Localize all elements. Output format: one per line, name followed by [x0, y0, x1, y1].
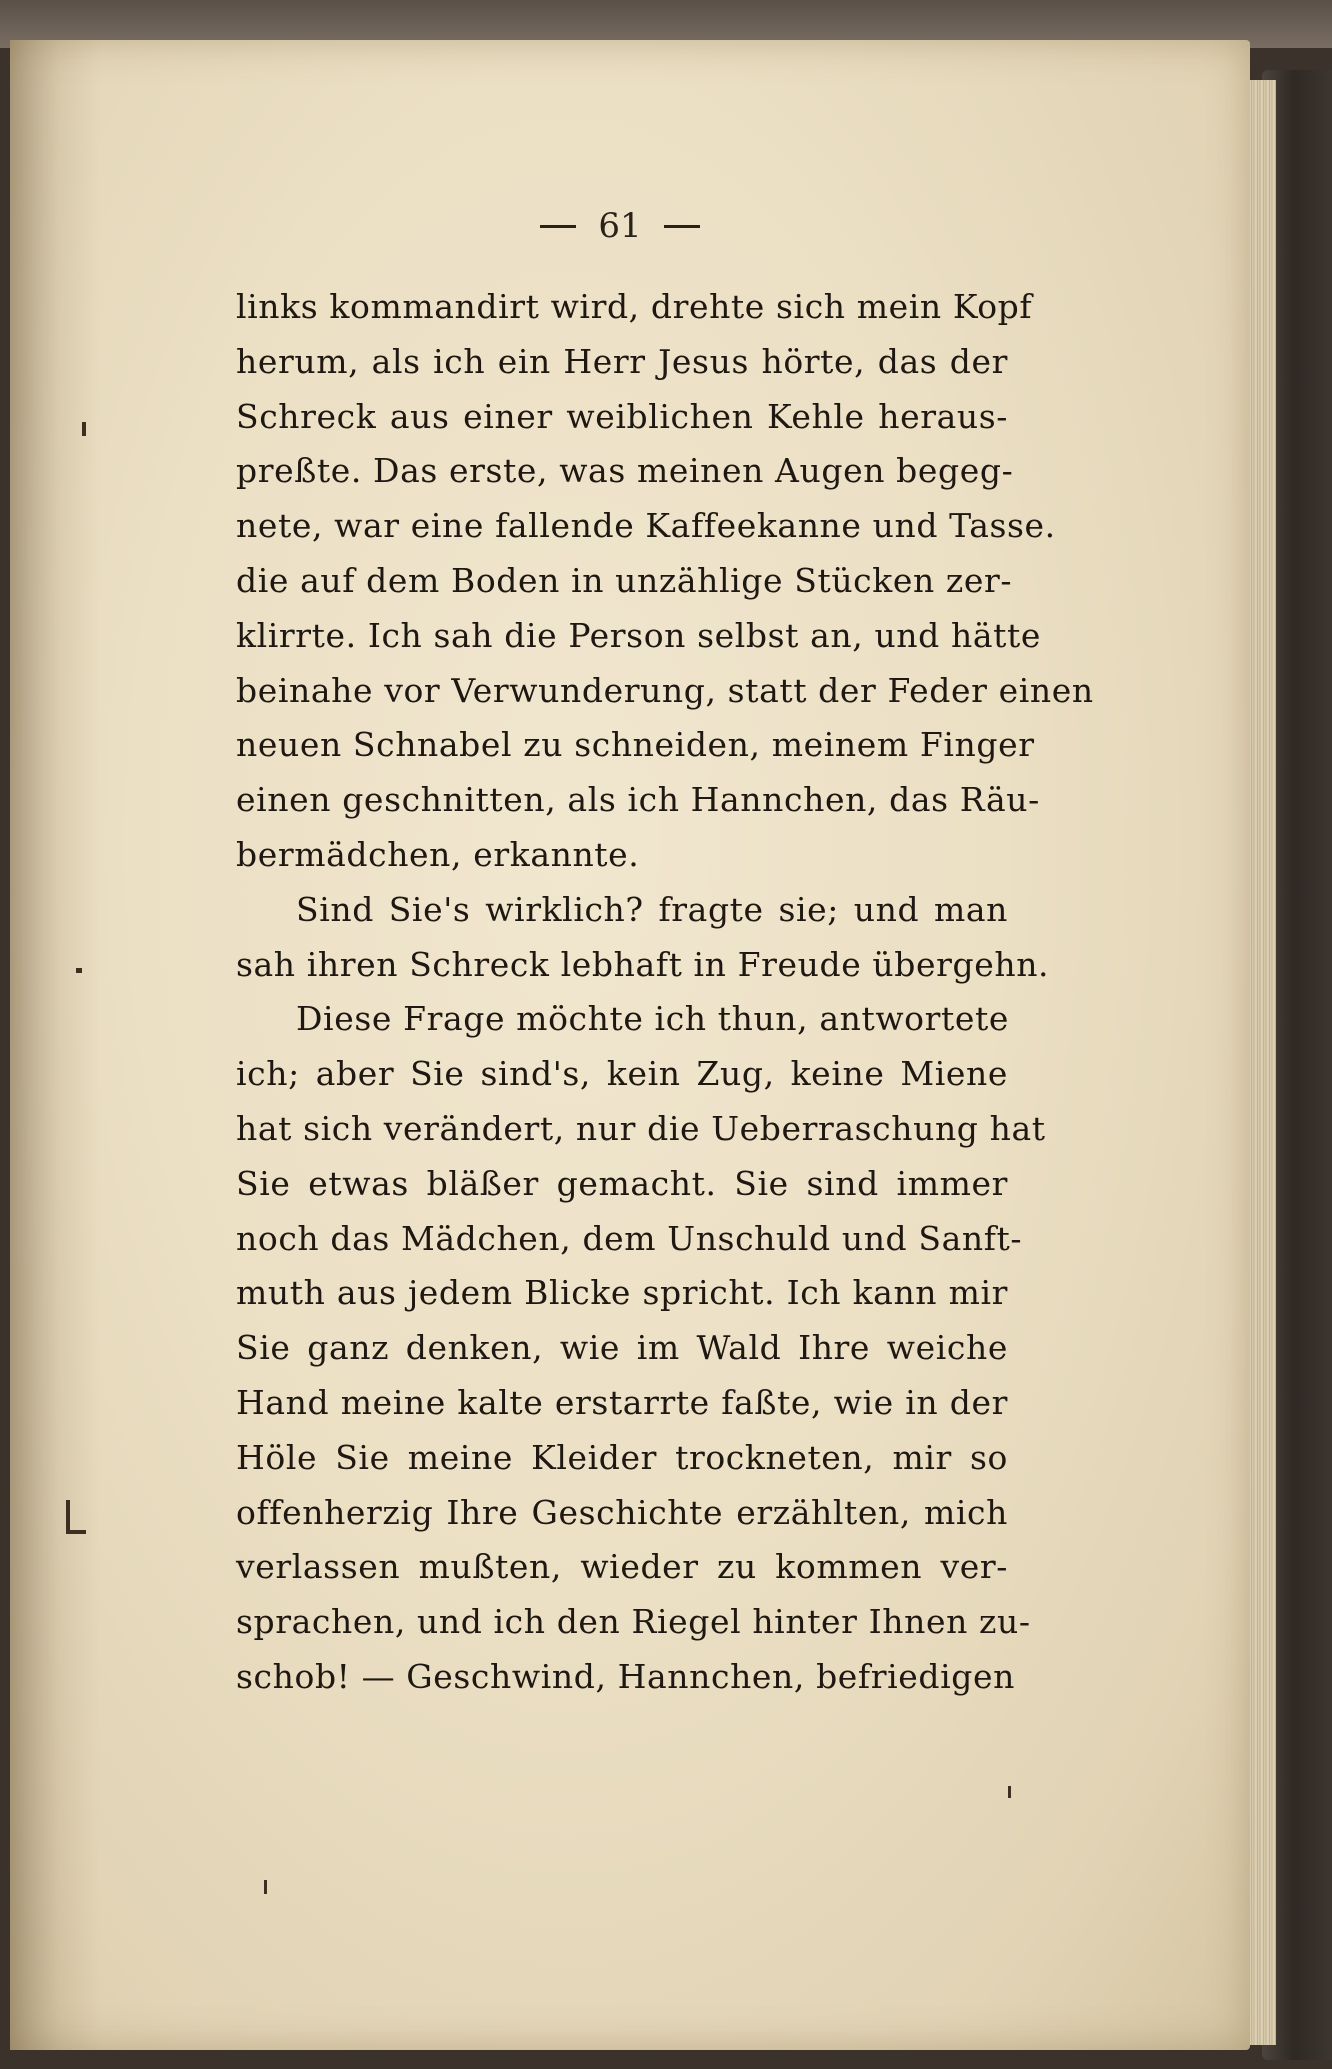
page-header	[500, 196, 740, 256]
text-line: Sie ganz denken, wie im Wald Ihre weiche	[236, 1328, 1008, 1368]
header-dash-left	[540, 225, 576, 228]
ink-speck	[76, 968, 82, 973]
paragraph-start-line: Diese Frage möchte ich thun, antwortete	[296, 999, 1009, 1039]
text-line: offenherzig Ihre Geschichte erzählten, mich	[236, 1492, 1008, 1532]
margin-mark	[66, 1530, 86, 1534]
body-text	[236, 280, 1094, 1705]
text-line: preßte. Das erste, was meinen Augen begeg-	[236, 451, 1014, 491]
paragraph-start-line: Sind Sie's wirklich? fragte sie; und man	[296, 889, 1008, 929]
text-line: klirrte. Ich sah die Person selbst an, und hätte	[236, 615, 1041, 655]
paragraph-end-line: sah ihren Schreck lebhaft in Freude übergehn.	[236, 944, 1050, 984]
margin-mark	[66, 1500, 70, 1534]
text-line: beinahe vor Verwunderung, statt der Feder einen	[236, 670, 1094, 710]
text-line: muth aus jedem Blicke spricht. Ich kann mir	[236, 1273, 1008, 1313]
text-line: einen geschnitten, als ich Hannchen, das Räu-	[236, 780, 1040, 820]
text-line: Schreck aus einer weiblichen Kehle heraus-	[236, 396, 1008, 436]
text-line: schob! — Geschwind, Hannchen, befriedigen	[236, 1656, 1015, 1696]
text-line: hat sich verändert, nur die Ueberraschung hat	[236, 1108, 1046, 1148]
text-line: nete, war eine fallende Kaffeekanne und Tasse.	[236, 506, 1056, 546]
text-line: Hand meine kalte erstarrte faßte, wie in der	[236, 1382, 1008, 1422]
text-line: verlassen mußten, wieder zu kommen ver-	[236, 1547, 1008, 1587]
ink-speck	[264, 1880, 267, 1894]
text-line: Höle Sie meine Kleider trockneten, mir so	[236, 1437, 1008, 1477]
page-number: 61	[598, 206, 642, 246]
binding-gutter-shadow	[10, 40, 100, 2050]
ink-speck	[1008, 1786, 1011, 1798]
text-line: Sie etwas bläßer gemacht. Sie sind immer	[236, 1163, 1008, 1203]
text-line: herum, als ich ein Herr Jesus hörte, das der	[236, 341, 1008, 381]
text-line: neuen Schnabel zu schneiden, meinem Finger	[236, 725, 1035, 765]
header-dash-right	[664, 225, 700, 228]
text-line: links kommandirt wird, drehte sich mein Kopf	[236, 287, 1033, 326]
ink-speck	[82, 422, 86, 436]
text-line: sprachen, und ich den Riegel hinter Ihnen zu-	[236, 1602, 1031, 1642]
text-line: ich; aber Sie sind's, kein Zug, keine Miene	[236, 1054, 1008, 1094]
paragraph-end-line: bermädchen, erkannte.	[236, 834, 640, 874]
text-line: die auf dem Boden in unzählige Stücken zer-	[236, 560, 1013, 600]
text-line: noch das Mädchen, dem Unschuld und Sanft-	[236, 1218, 1023, 1258]
